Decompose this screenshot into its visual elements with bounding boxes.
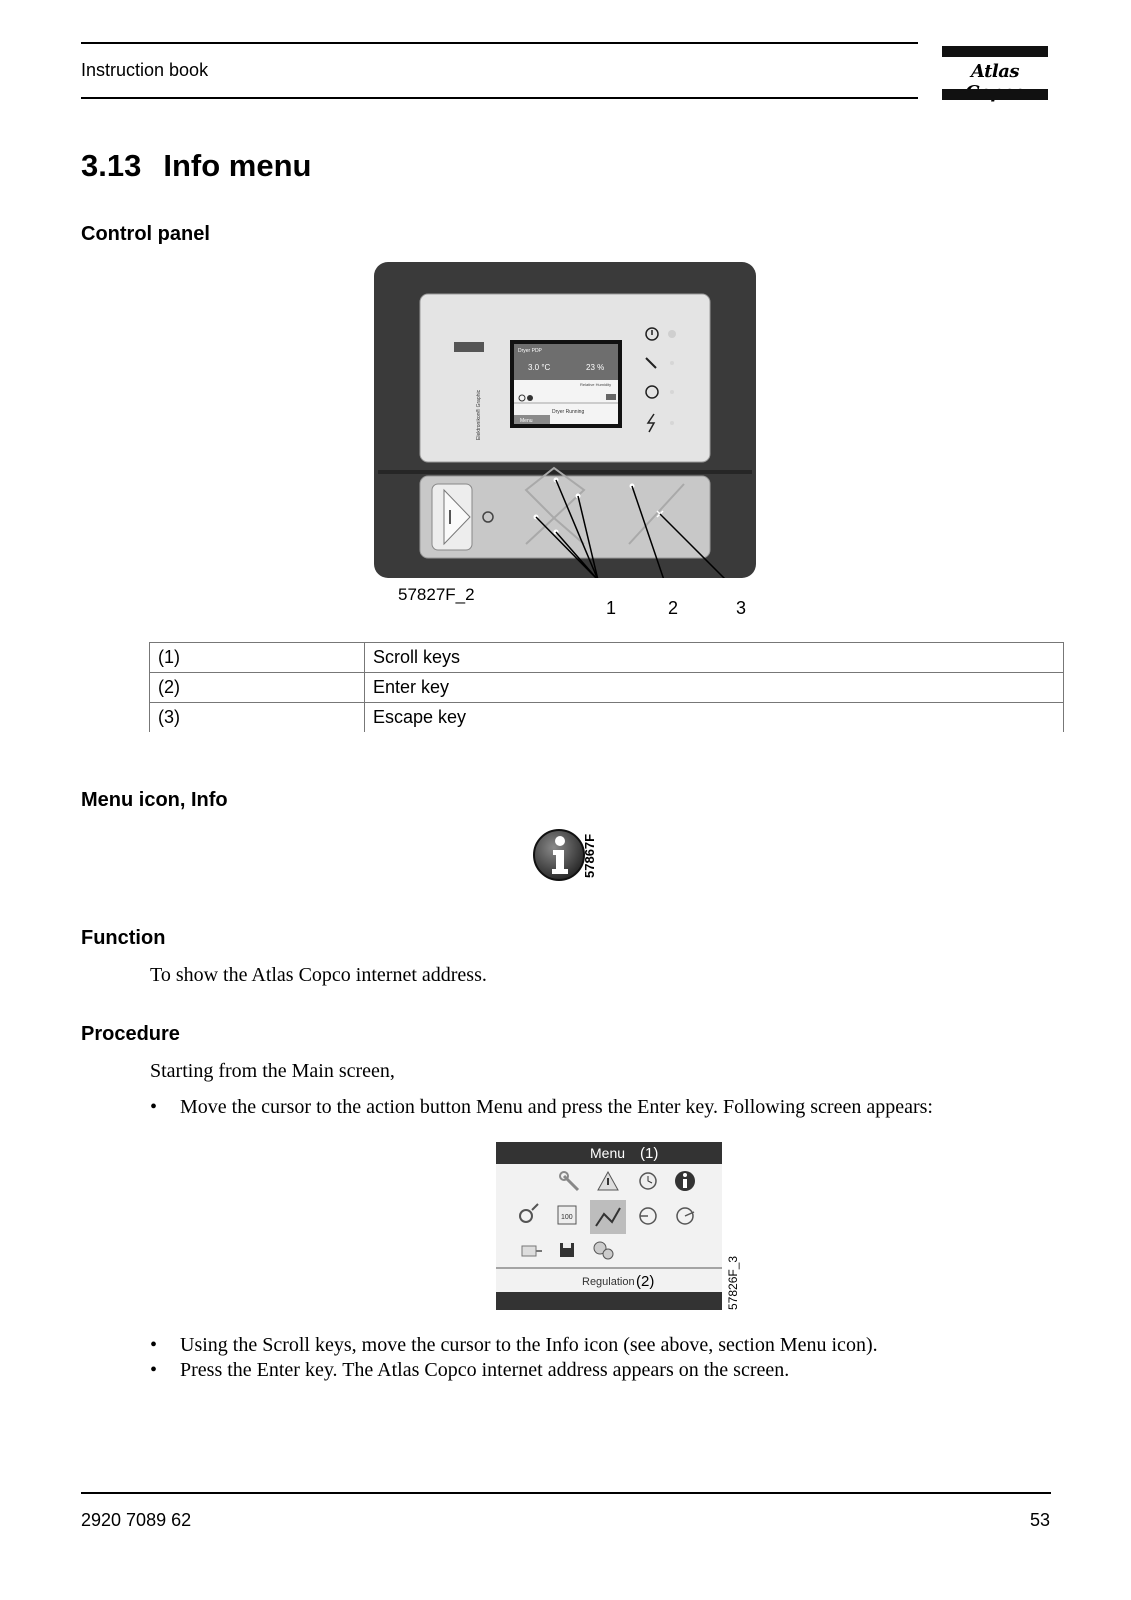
legend-key: (2): [150, 673, 365, 703]
legend-label: Scroll keys: [365, 643, 1064, 673]
menu-screen-title: Menu: [590, 1145, 626, 1161]
screen-value-1: 3.0 °C: [528, 363, 551, 372]
menu-title-callout: (1): [640, 1145, 659, 1162]
procedure-heading: Procedure: [81, 1023, 180, 1045]
info-icon: [532, 828, 586, 882]
section-number: 3.13: [81, 148, 142, 183]
info-small-icon: [675, 1171, 695, 1191]
header-bottom-rule: [81, 97, 918, 99]
bullet-marker: •: [150, 1359, 158, 1381]
procedure-step-1: Move the cursor to the action button Menu and press the Enter key. Following screen appears:: [180, 1096, 933, 1118]
screen-title: Dryer PDP: [518, 348, 542, 354]
table-row: [150, 673, 1064, 703]
brand-wordmark: Atlas: [970, 61, 1020, 82]
callout-3: 3: [736, 598, 747, 618]
procedure-step-2: Using the Scroll keys, move the cursor to the Info icon (see above, section Menu icon).: [180, 1334, 878, 1356]
table-row: [150, 643, 1064, 673]
callout-2: 2: [668, 598, 679, 618]
menu-screen-figure-id: 57826F_3: [726, 1255, 740, 1310]
clock-icon: [640, 1173, 656, 1189]
screen-value-2: 23 %: [586, 363, 605, 372]
function-text: To show the Atlas Copco internet address.: [150, 964, 487, 986]
save-icon: [560, 1243, 574, 1257]
procedure-intro: Starting from the Main screen,: [150, 1060, 395, 1082]
document-type: Instruction book: [81, 60, 209, 80]
menu-icon-heading: Menu icon, Info: [81, 789, 228, 811]
footer-rule: [81, 1492, 1051, 1494]
section-title: Info menu: [163, 148, 312, 183]
callout-1: 1: [606, 598, 617, 618]
key-legend-table: [149, 642, 1064, 732]
page-number: 53: [1029, 1510, 1050, 1530]
bullet-marker: •: [150, 1096, 158, 1118]
function-heading: Function: [81, 927, 166, 949]
legend-label: Enter key: [365, 673, 1064, 703]
counter-icon: [558, 1206, 576, 1224]
legend-label: Escape key: [365, 703, 1064, 733]
atlas-copco-logo: [942, 46, 1048, 100]
bullet-marker: •: [150, 1334, 158, 1356]
menu-footer-callout: (2): [636, 1273, 655, 1290]
menu-screen-illustration: [496, 1142, 722, 1310]
document-number: 2920 7089 62: [81, 1510, 192, 1530]
screen-sub: Relative Humidity: [580, 382, 612, 387]
table-row: [150, 703, 1064, 733]
screen-menu-button: Menu: [520, 418, 533, 424]
counter-icon-label: 100: [561, 1214, 573, 1221]
section-heading: [81, 148, 311, 184]
legend-key: (1): [150, 643, 365, 673]
control-panel-figure-id: 57827F_2: [398, 585, 475, 604]
procedure-step-3: Press the Enter key. The Atlas Copco internet address appears on the screen.: [180, 1359, 790, 1381]
menu-screen-footer: Regulation: [582, 1276, 635, 1288]
legend-key: (3): [150, 703, 365, 733]
control-panel-heading: Control panel: [81, 223, 210, 245]
header-top-rule: [81, 42, 918, 44]
control-panel-illustration: [374, 262, 756, 578]
info-icon-figure-id: 57867F: [582, 833, 597, 878]
screen-status: Dryer Running: [552, 409, 585, 415]
panel-side-label: Elektronikon® Graphic: [476, 389, 482, 440]
